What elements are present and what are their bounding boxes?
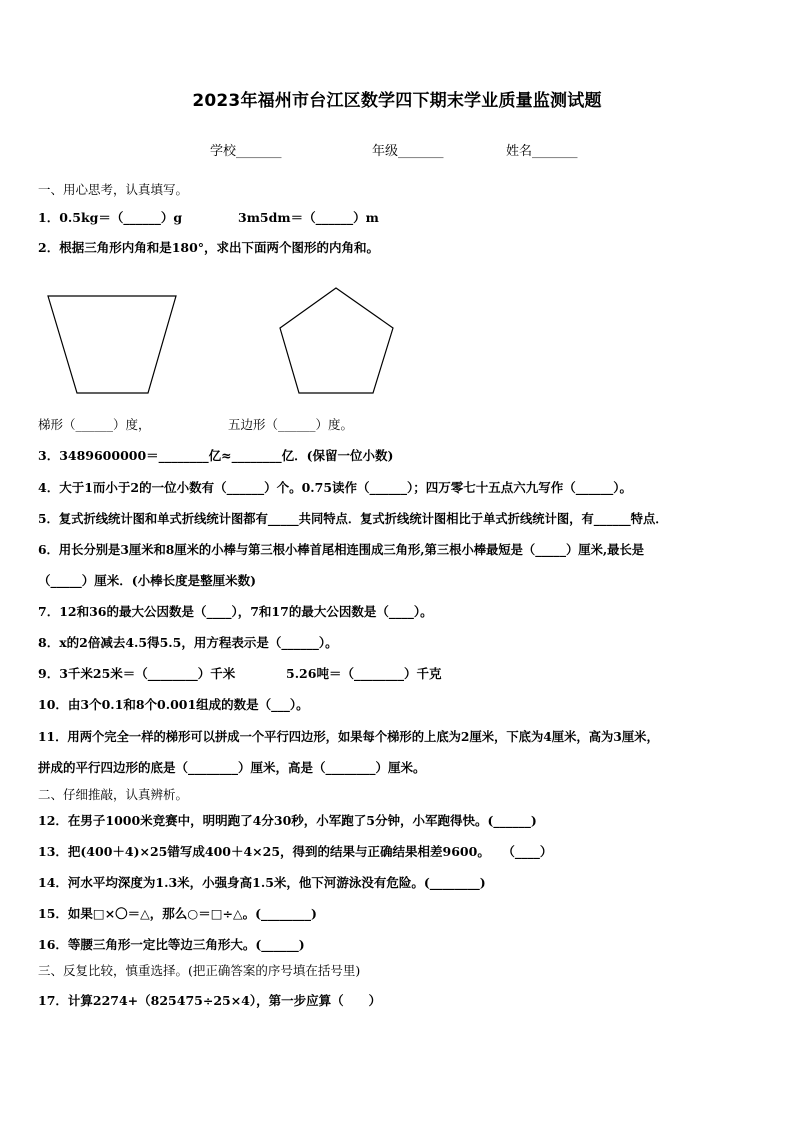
question-3: 3．3489600000＝________亿≈________亿．(保留一位小数) bbox=[38, 448, 394, 463]
question-7: 7．12和36的最大公因数是（____），7和17的最大公因数是（____）。 bbox=[38, 604, 433, 619]
question-11-line-2: 拼成的平行四边形的底是（________）厘米，高是（________）厘米。 bbox=[38, 760, 426, 775]
question-15: 15．如果□×〇＝△，那么○＝□÷△。(________) bbox=[38, 906, 317, 921]
section-3-heading: 三、反复比较，慎重选择。(把正确答案的序号填在括号里) bbox=[38, 963, 361, 978]
question-8: 8．x的2倍减去4.5得5.5，用方程表示是（______）。 bbox=[38, 635, 338, 650]
grade-field: 年级_______ bbox=[372, 144, 444, 159]
question-11-line-1: 11．用两个完全一样的梯形可以拼成一个平行四边形，如果每个梯形的上底为2厘米，下底为4厘米，高为3厘米， bbox=[38, 729, 659, 744]
name-field: 姓名_______ bbox=[506, 144, 578, 159]
question-12: 12．在男子1000米竞赛中，明明跑了4分30秒，小军跑了5分钟，小军跑得快。(______) bbox=[38, 813, 537, 828]
question-9b: 5.26吨＝（________）千克 bbox=[286, 666, 442, 681]
page-title: 2023年福州市台江区数学四下期末学业质量监测试题 bbox=[192, 91, 602, 111]
question-2-pentagon-answer: 五边形（______）度。 bbox=[228, 417, 354, 432]
question-14: 14．河水平均深度为1.3米，小强身高1.5米，他下河游泳没有危险。(________) bbox=[38, 875, 486, 890]
question-16: 16．等腰三角形一定比等边三角形大。(______) bbox=[38, 937, 305, 952]
section-2-heading: 二、仔细推敲，认真辨析。 bbox=[38, 787, 189, 802]
question-2-trapezoid-answer: 梯形（______）度， bbox=[38, 417, 151, 432]
question-2: 2．根据三角形内角和是180°，求出下面两个图形的内角和。 bbox=[38, 240, 380, 255]
pentagon-figure bbox=[280, 288, 393, 393]
question-6-line-1: 6．用长分别是3厘米和8厘米的小棒与第三根小棒首尾相连围成三角形,第三根小棒最短是（_____）厘米,最长是 bbox=[38, 542, 645, 557]
question-13: 13．把(400＋4)×25错写成400＋4×25，得到的结果与正确结果相差9600。 （____） bbox=[38, 844, 553, 859]
question-6-line-2: （_____）厘米．(小棒长度是整厘米数) bbox=[38, 573, 257, 588]
question-5: 5．复式折线统计图和单式折线统计图都有_____共同特点．复式折线统计图相比于单式折线统计图，有______特点． bbox=[38, 511, 668, 526]
figures bbox=[0, 280, 794, 400]
question-1a: 1．0.5kg＝（______）g bbox=[38, 210, 183, 225]
question-10: 10．由3个0.1和8个0.001组成的数是（___）。 bbox=[38, 697, 309, 712]
trapezoid-figure bbox=[48, 296, 176, 393]
school-field: 学校_______ bbox=[210, 144, 282, 159]
question-4: 4．大于1而小于2的一位小数有（______）个。0.75读作（______）；四万零七十五点六九写作（______）。 bbox=[38, 480, 633, 495]
question-1b: 3m5dm＝（______）m bbox=[238, 210, 379, 225]
section-1-heading: 一、用心思考，认真填写。 bbox=[38, 182, 189, 197]
question-17: 17．计算2274+（825475÷25×4），第一步应算（ ） bbox=[38, 993, 382, 1008]
question-9a: 9．3千米25米＝（________）千米 bbox=[38, 666, 236, 681]
